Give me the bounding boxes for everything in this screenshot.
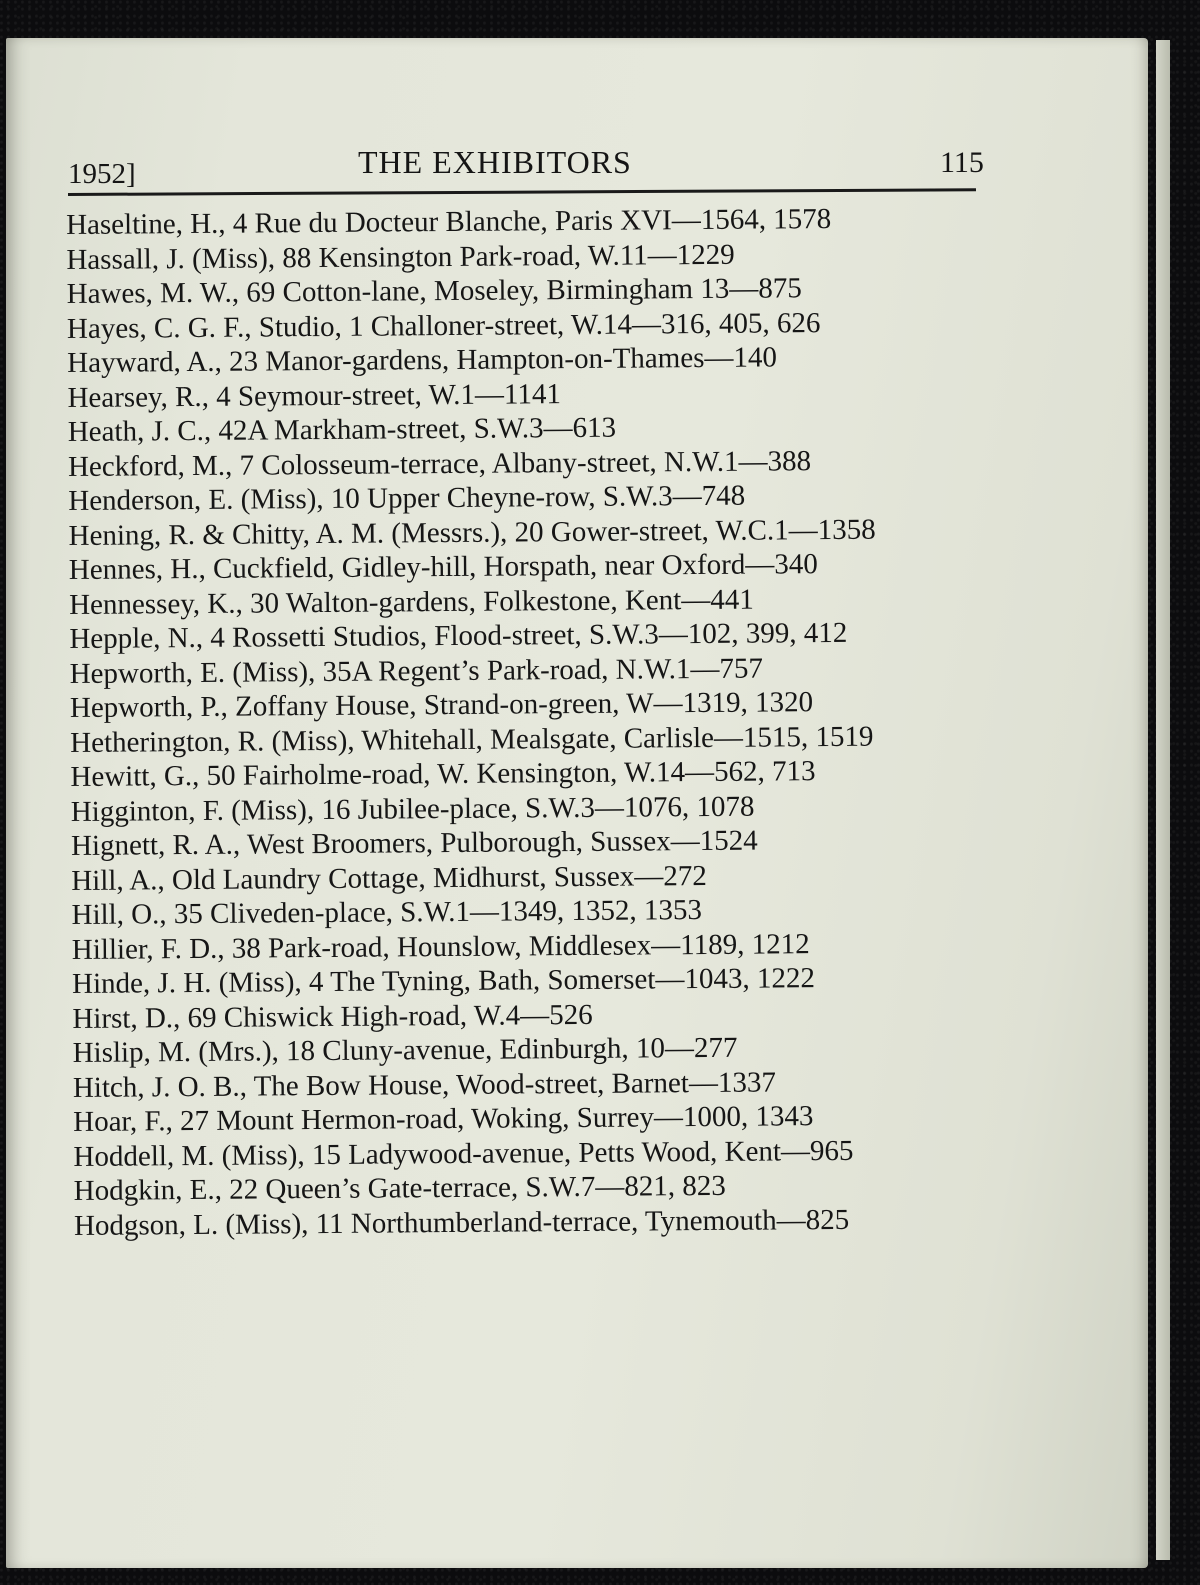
list-item: Hennes, H., Cuckfield, Gidley-hill, Horspath, near Oxford—340 — [68, 548, 818, 586]
header-rule — [68, 188, 976, 196]
page-year: 1952] — [68, 158, 136, 190]
page-edge — [1156, 40, 1170, 1560]
list-item: Hill, A., Old Laundry Cottage, Midhurst, Sussex—272 — [71, 859, 707, 897]
list-item: Heath, J. C., 42A Markham-street, S.W.3—613 — [67, 411, 617, 448]
book-page — [6, 38, 1148, 1568]
list-item: Hepworth, E. (Miss), 35A Regent’s Park-road, N.W.1—757 — [69, 652, 764, 690]
list-item: Hodgkin, E., 22 Queen’s Gate-terrace, S.W.7—821, 823 — [73, 1169, 726, 1207]
list-item: Hawes, M. W., 69 Cotton-lane, Moseley, Birmingham 13—875 — [66, 272, 802, 310]
page-number: 115 — [940, 146, 984, 179]
list-item: Hitch, J. O. B., The Bow House, Wood-street, Barnet—1337 — [72, 1065, 776, 1104]
exhibitor-list — [66, 201, 1009, 1243]
list-item: Haseltine, H., 4 Rue du Docteur Blanche, Paris XVI—1564, 1578 — [66, 202, 832, 241]
list-item: Hill, O., 35 Cliveden-place, S.W.1—1349, 1352, 1353 — [71, 894, 703, 931]
list-item: Hoddell, M. (Miss), 15 Ladywood-avenue, Petts Wood, Kent—965 — [73, 1134, 854, 1173]
list-item: Hearsey, R., 4 Seymour-street, W.1—1141 — [67, 377, 562, 414]
list-item: Henderson, E. (Miss), 10 Upper Cheyne-row, S.W.3—748 — [68, 479, 746, 517]
list-item: Hening, R. & Chitty, A. M. (Messrs.), 20 Gower-street, W.C.1—1358 — [68, 513, 876, 552]
list-item: Hillier, F. D., 38 Park-road, Hounslow, Middlesex—1189, 1212 — [71, 927, 810, 966]
list-item: Hepworth, P., Zoffany House, Strand-on-green, W—1319, 1320 — [69, 686, 814, 724]
list-item: Heckford, M., 7 Colosseum-terrace, Albany-street, N.W.1—388 — [67, 444, 812, 483]
list-item: Hislip, M. (Mrs.), 18 Cluny-avenue, Edinburgh, 10—277 — [72, 1031, 738, 1069]
list-item: Hepple, N., 4 Rossetti Studios, Flood-street, S.W.3—102, 399, 412 — [69, 616, 848, 655]
list-item: Hoar, F., 27 Mount Hermon-road, Woking, Surrey—1000, 1343 — [73, 1100, 814, 1138]
list-item: Hignett, R. A., West Broomers, Pulborough, Sussex—1524 — [70, 824, 758, 862]
list-item: Hodgson, L. (Miss), 11 Northumberland-terrace, Tynemouth—825 — [73, 1203, 850, 1242]
list-item: Hinde, J. H. (Miss), 4 The Tyning, Bath, Somerset—1043, 1222 — [71, 962, 816, 1000]
list-item: Hetherington, R. (Miss), Whitehall, Mealsgate, Carlisle—1515, 1519 — [70, 720, 874, 759]
list-item: Hennessey, K., 30 Walton-gardens, Folkestone, Kent—441 — [68, 583, 754, 621]
list-item: Higginton, F. (Miss), 16 Jubilee-place, S.W.3—1076, 1078 — [70, 790, 755, 828]
list-item: Hayward, A., 23 Manor-gardens, Hampton-on-Thames—140 — [67, 341, 778, 379]
list-item: Hayes, C. G. F., Studio, 1 Challoner-street, W.14—316, 405, 626 — [66, 306, 821, 345]
page-title: THE EXHIBITORS — [358, 144, 632, 180]
list-item: Hewitt, G., 50 Fairholme-road, W. Kensington, W.14—562, 713 — [70, 755, 816, 793]
list-item: Hassall, J. (Miss), 88 Kensington Park-road, W.11—1229 — [66, 238, 735, 276]
list-item: Hirst, D., 69 Chiswick High-road, W.4—526 — [72, 998, 593, 1035]
